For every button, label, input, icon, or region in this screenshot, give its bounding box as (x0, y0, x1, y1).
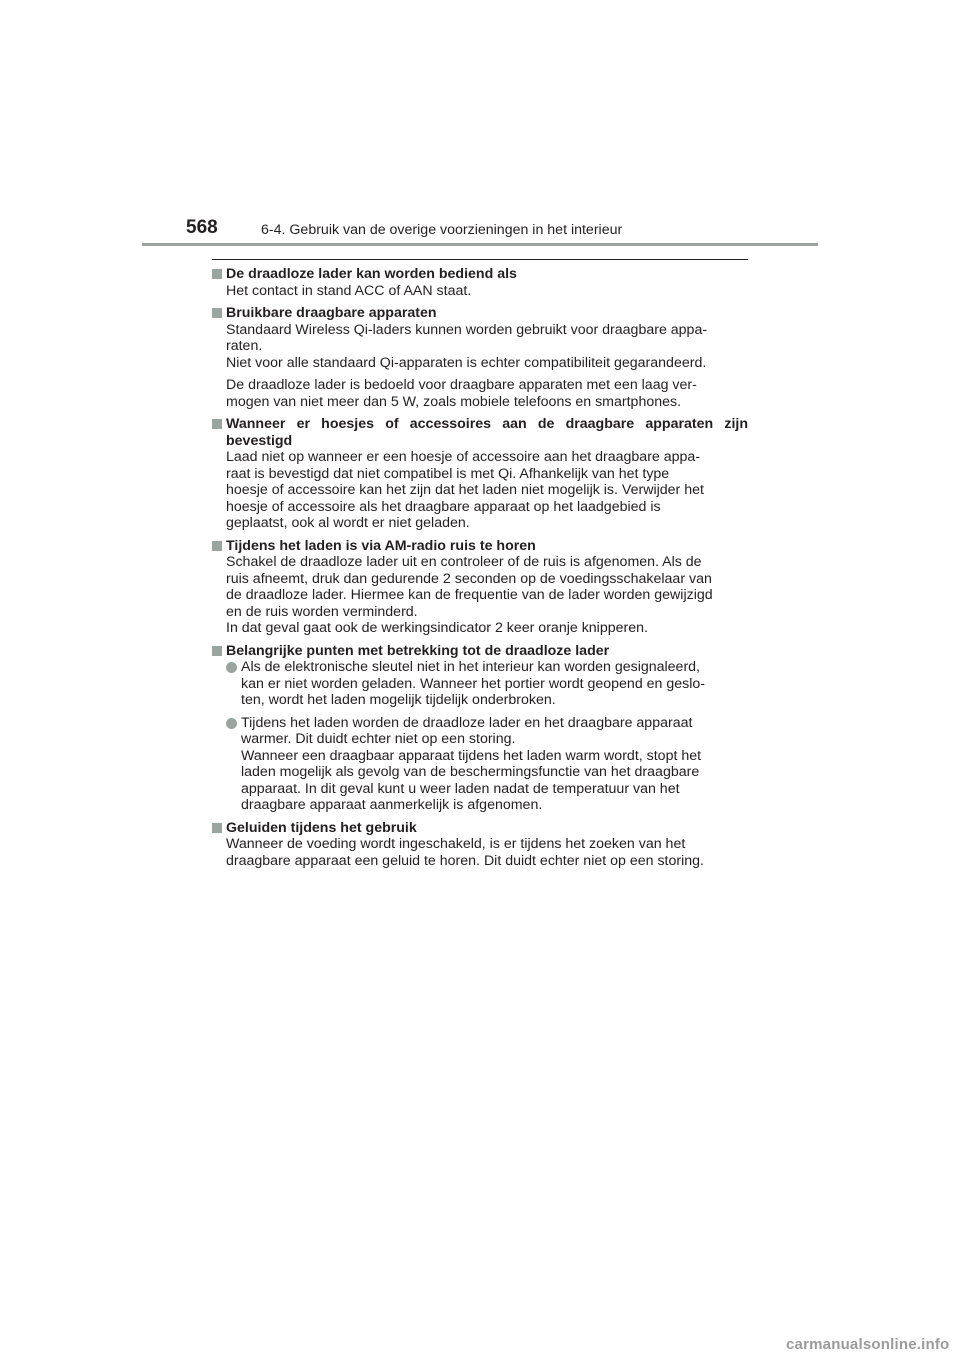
section-cases (212, 416, 748, 532)
section-sounds (212, 820, 748, 870)
circle-bullet-icon (226, 718, 237, 729)
square-bullet-icon (212, 823, 222, 833)
section-paragraph: De draadloze lader is bedoeld voor draagbare apparaten met een laag ver- mogen van niet meer dan 5 W, zoals mobiele telefoons en smartphones. (226, 377, 697, 410)
list-item: Als de elektronische sleutel niet in het interieur kan worden gesignaleerd, kan er niet worden geladen. Wanneer het portier wordt geopend en geslo- ten, wordt het laden mogelijk tijdelijk onderbroken. (226, 659, 748, 709)
section-heading: Bruikbare draagbare apparaten (212, 305, 748, 322)
section-heading: Belangrijke punten met betrekking tot de draadloze lader (212, 643, 748, 660)
section-paragraph: Laad niet op wanneer er een hoesje of accessoire aan het draagbare appa- raat is bevestigd dat niet compatibel is met Qi. Afhankelijk van het type hoesje of accessoire kan het zijn dat het laden niet mogelijk is. Verwijder het hoesje of accessoire als het draagbare apparaat op het laadgebied is geplaatst, ook al wordt er niet geladen. (226, 449, 704, 531)
section-heading: Geluiden tijdens het gebruik (212, 820, 748, 837)
square-bullet-icon (212, 541, 222, 551)
section-paragraph: Standaard Wireless Qi-laders kunnen worden gebruikt voor draagbare appa- raten. Niet voor alle standaard Qi-apparaten is echter compatibiliteit gegarandeerd. (226, 321, 708, 371)
square-bullet-icon (212, 308, 222, 318)
section-paragraph: Het contact in stand ACC of AAN staat. (226, 282, 472, 299)
section-heading: Wanneer er hoesjes of accessoires aan de draagbare apparaten zijn bevestigd (212, 416, 748, 449)
main-content (212, 266, 748, 875)
list-item: Tijdens het laden worden de draadloze lader en het draagbare apparaat warmer. Dit duidt echter niet op een storing. Wanneer een draagbaar apparaat tijdens het laden warm wordt, stopt het laden mogelijk als gevolg van de beschermingsfunctie van het draagbare apparaat. In dit geval kunt u weer laden nadat de temperatuur van het draagbare apparaat aanmerkelijk is afgenomen. (226, 715, 748, 814)
section-devices (212, 305, 748, 410)
square-bullet-icon (212, 419, 222, 429)
section-divider (212, 259, 748, 260)
chapter-title: 6-4. Gebruik van de overige voorzieningen in het interieur (261, 222, 623, 238)
section-am-noise (212, 538, 748, 637)
section-heading: Tijdens het laden is via AM-radio ruis te horen (212, 538, 748, 555)
page-number: 568 (186, 217, 218, 238)
section-operation (212, 266, 748, 299)
circle-bullet-icon (226, 662, 237, 673)
section-heading: De draadloze lader kan worden bediend als (212, 266, 748, 283)
section-important-points (212, 643, 748, 814)
watermark: carmanualsonline.info (786, 1336, 950, 1353)
header-divider (142, 243, 818, 246)
section-paragraph: Wanneer de voeding wordt ingeschakeld, is er tijdens het zoeken van het draagbare apparaat een geluid te horen. Dit duidt echter niet op een storing. (226, 836, 704, 869)
square-bullet-icon (212, 269, 222, 279)
section-paragraph: Schakel de draadloze lader uit en controleer of de ruis is afgenomen. Als de ruis afneemt, druk dan gedurende 2 seconden op de voedingsschakelaar van de draadloze lader. Hiermee kan de frequentie van de lader worden gewijzigd en de ruis worden verminderd. In dat geval gaat ook de werkingsindicator 2 keer oranje knipperen. (226, 554, 713, 636)
square-bullet-icon (212, 646, 222, 656)
